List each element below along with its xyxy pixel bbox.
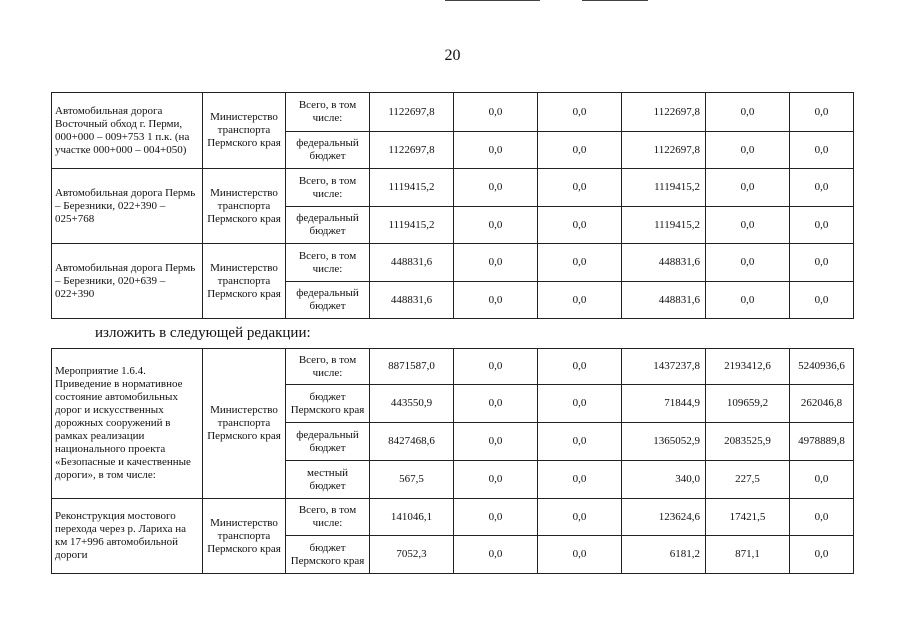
amount-cell-3: 0,0	[538, 499, 622, 536]
funding-source-cell: федеральный бюджет	[286, 207, 370, 244]
funding-source-cell: Всего, в том числе:	[286, 499, 370, 536]
amount-cell-2: 0,0	[454, 461, 538, 499]
funding-source-cell: бюджет Пермского края	[286, 385, 370, 423]
measure-name-cell: Автомобильная дорога Пермь – Березники, 020+639 – 022+390	[52, 244, 203, 319]
amount-cell-4: 448831,6	[622, 282, 706, 319]
measure-name-cell: Реконструкция мостового перехода через р. Лариха на км 17+996 автомобильной дороги	[52, 499, 203, 574]
table-row	[52, 499, 854, 536]
amount-cell-3: 0,0	[538, 461, 622, 499]
amount-cell-2: 0,0	[454, 282, 538, 319]
funding-source-cell: Всего, в том числе:	[286, 349, 370, 385]
amount-cell-5: 17421,5	[706, 499, 790, 536]
amount-cell-4: 340,0	[622, 461, 706, 499]
amount-cell-6: 0,0	[790, 132, 854, 169]
amount-cell-3: 0,0	[538, 132, 622, 169]
amount-cell-3: 0,0	[538, 536, 622, 574]
amount-cell-2: 0,0	[454, 349, 538, 385]
amount-cell-2: 0,0	[454, 169, 538, 207]
amount-cell-3: 0,0	[538, 244, 622, 282]
amount-cell-5: 2193412,6	[706, 349, 790, 385]
amount-cell-6: 0,0	[790, 244, 854, 282]
amount-cell-3: 0,0	[538, 385, 622, 423]
amount-cell-5: 0,0	[706, 282, 790, 319]
amount-cell-2: 0,0	[454, 536, 538, 574]
amount-cell-4: 71844,9	[622, 385, 706, 423]
amount-cell-4: 1122697,8	[622, 93, 706, 132]
funding-source-cell: Всего, в том числе:	[286, 93, 370, 132]
amount-cell-4: 1119415,2	[622, 207, 706, 244]
amount-cell-1: 448831,6	[370, 244, 454, 282]
amount-cell-5: 871,1	[706, 536, 790, 574]
amount-cell-6: 0,0	[790, 169, 854, 207]
amount-cell-2: 0,0	[454, 423, 538, 461]
amount-cell-2: 0,0	[454, 93, 538, 132]
amount-cell-6: 0,0	[790, 499, 854, 536]
amount-cell-1: 8427468,6	[370, 423, 454, 461]
amount-cell-4: 1122697,8	[622, 132, 706, 169]
amount-cell-1: 1122697,8	[370, 93, 454, 132]
amount-cell-1: 443550,9	[370, 385, 454, 423]
amount-cell-6: 5240936,6	[790, 349, 854, 385]
amount-cell-4: 6181,2	[622, 536, 706, 574]
amount-cell-6: 262046,8	[790, 385, 854, 423]
amount-cell-1: 1122697,8	[370, 132, 454, 169]
table-row	[52, 93, 854, 132]
measure-name-cell: Автомобильная дорога Восточный обход г. Перми, 000+000 – 009+753 1 п.к. (на участке 000+000 – 004+050)	[52, 93, 203, 169]
amount-cell-4: 123624,6	[622, 499, 706, 536]
amount-cell-2: 0,0	[454, 385, 538, 423]
amount-cell-4: 1365052,9	[622, 423, 706, 461]
amount-cell-5: 0,0	[706, 244, 790, 282]
amount-cell-5: 0,0	[706, 132, 790, 169]
measure-name-cell: Мероприятие 1.6.4. Приведение в нормативное состояние автомобильных дорог и искусственных дорожных сооружений в рамках реализации национального проекта «Безопасные и качественные дороги», в том числе:	[52, 349, 203, 499]
amount-cell-4: 448831,6	[622, 244, 706, 282]
funding-source-cell: бюджет Пермского края	[286, 536, 370, 574]
amount-cell-1: 567,5	[370, 461, 454, 499]
funding-source-cell: федеральный бюджет	[286, 423, 370, 461]
amount-cell-6: 4978889,8	[790, 423, 854, 461]
executor-cell: Министерство транспорта Пермского края	[203, 93, 286, 169]
table-row	[52, 244, 854, 282]
amount-cell-2: 0,0	[454, 132, 538, 169]
amount-cell-1: 1119415,2	[370, 169, 454, 207]
amount-cell-1: 7052,3	[370, 536, 454, 574]
table-row	[52, 349, 854, 385]
funding-source-cell: Всего, в том числе:	[286, 244, 370, 282]
amount-cell-3: 0,0	[538, 423, 622, 461]
amount-cell-5: 227,5	[706, 461, 790, 499]
amount-cell-6: 0,0	[790, 282, 854, 319]
old-version-table	[51, 92, 854, 319]
amount-cell-1: 8871587,0	[370, 349, 454, 385]
executor-cell: Министерство транспорта Пермского края	[203, 499, 286, 574]
funding-source-cell: федеральный бюджет	[286, 282, 370, 319]
amount-cell-4: 1437237,8	[622, 349, 706, 385]
funding-source-cell: федеральный бюджет	[286, 132, 370, 169]
page-number: 20	[444, 47, 461, 64]
amount-cell-3: 0,0	[538, 93, 622, 132]
new-version-table	[51, 348, 854, 574]
measure-name-cell: Автомобильная дорога Пермь – Березники, 022+390 – 025+768	[52, 169, 203, 244]
amount-cell-4: 1119415,2	[622, 169, 706, 207]
funding-source-cell: местный бюджет	[286, 461, 370, 499]
amount-cell-3: 0,0	[538, 349, 622, 385]
executor-cell: Министерство транспорта Пермского края	[203, 244, 286, 319]
amount-cell-3: 0,0	[538, 169, 622, 207]
amount-cell-1: 141046,1	[370, 499, 454, 536]
amount-cell-5: 0,0	[706, 169, 790, 207]
amount-cell-3: 0,0	[538, 282, 622, 319]
amount-cell-1: 448831,6	[370, 282, 454, 319]
scan-top-line-right	[582, 0, 648, 1]
amount-cell-5: 0,0	[706, 93, 790, 132]
executor-cell: Министерство транспорта Пермского края	[203, 349, 286, 499]
amount-cell-5: 2083525,9	[706, 423, 790, 461]
funding-source-cell: Всего, в том числе:	[286, 169, 370, 207]
amount-cell-6: 0,0	[790, 461, 854, 499]
amount-cell-2: 0,0	[454, 207, 538, 244]
amount-cell-2: 0,0	[454, 499, 538, 536]
amount-cell-6: 0,0	[790, 536, 854, 574]
amendment-intro-text: изложить в следующей редакции:	[95, 325, 311, 341]
scan-top-line-left	[445, 0, 540, 1]
amount-cell-2: 0,0	[454, 244, 538, 282]
amount-cell-5: 0,0	[706, 207, 790, 244]
amount-cell-6: 0,0	[790, 93, 854, 132]
amount-cell-6: 0,0	[790, 207, 854, 244]
table-row	[52, 169, 854, 207]
amount-cell-5: 109659,2	[706, 385, 790, 423]
executor-cell: Министерство транспорта Пермского края	[203, 169, 286, 244]
amount-cell-1: 1119415,2	[370, 207, 454, 244]
amount-cell-3: 0,0	[538, 207, 622, 244]
